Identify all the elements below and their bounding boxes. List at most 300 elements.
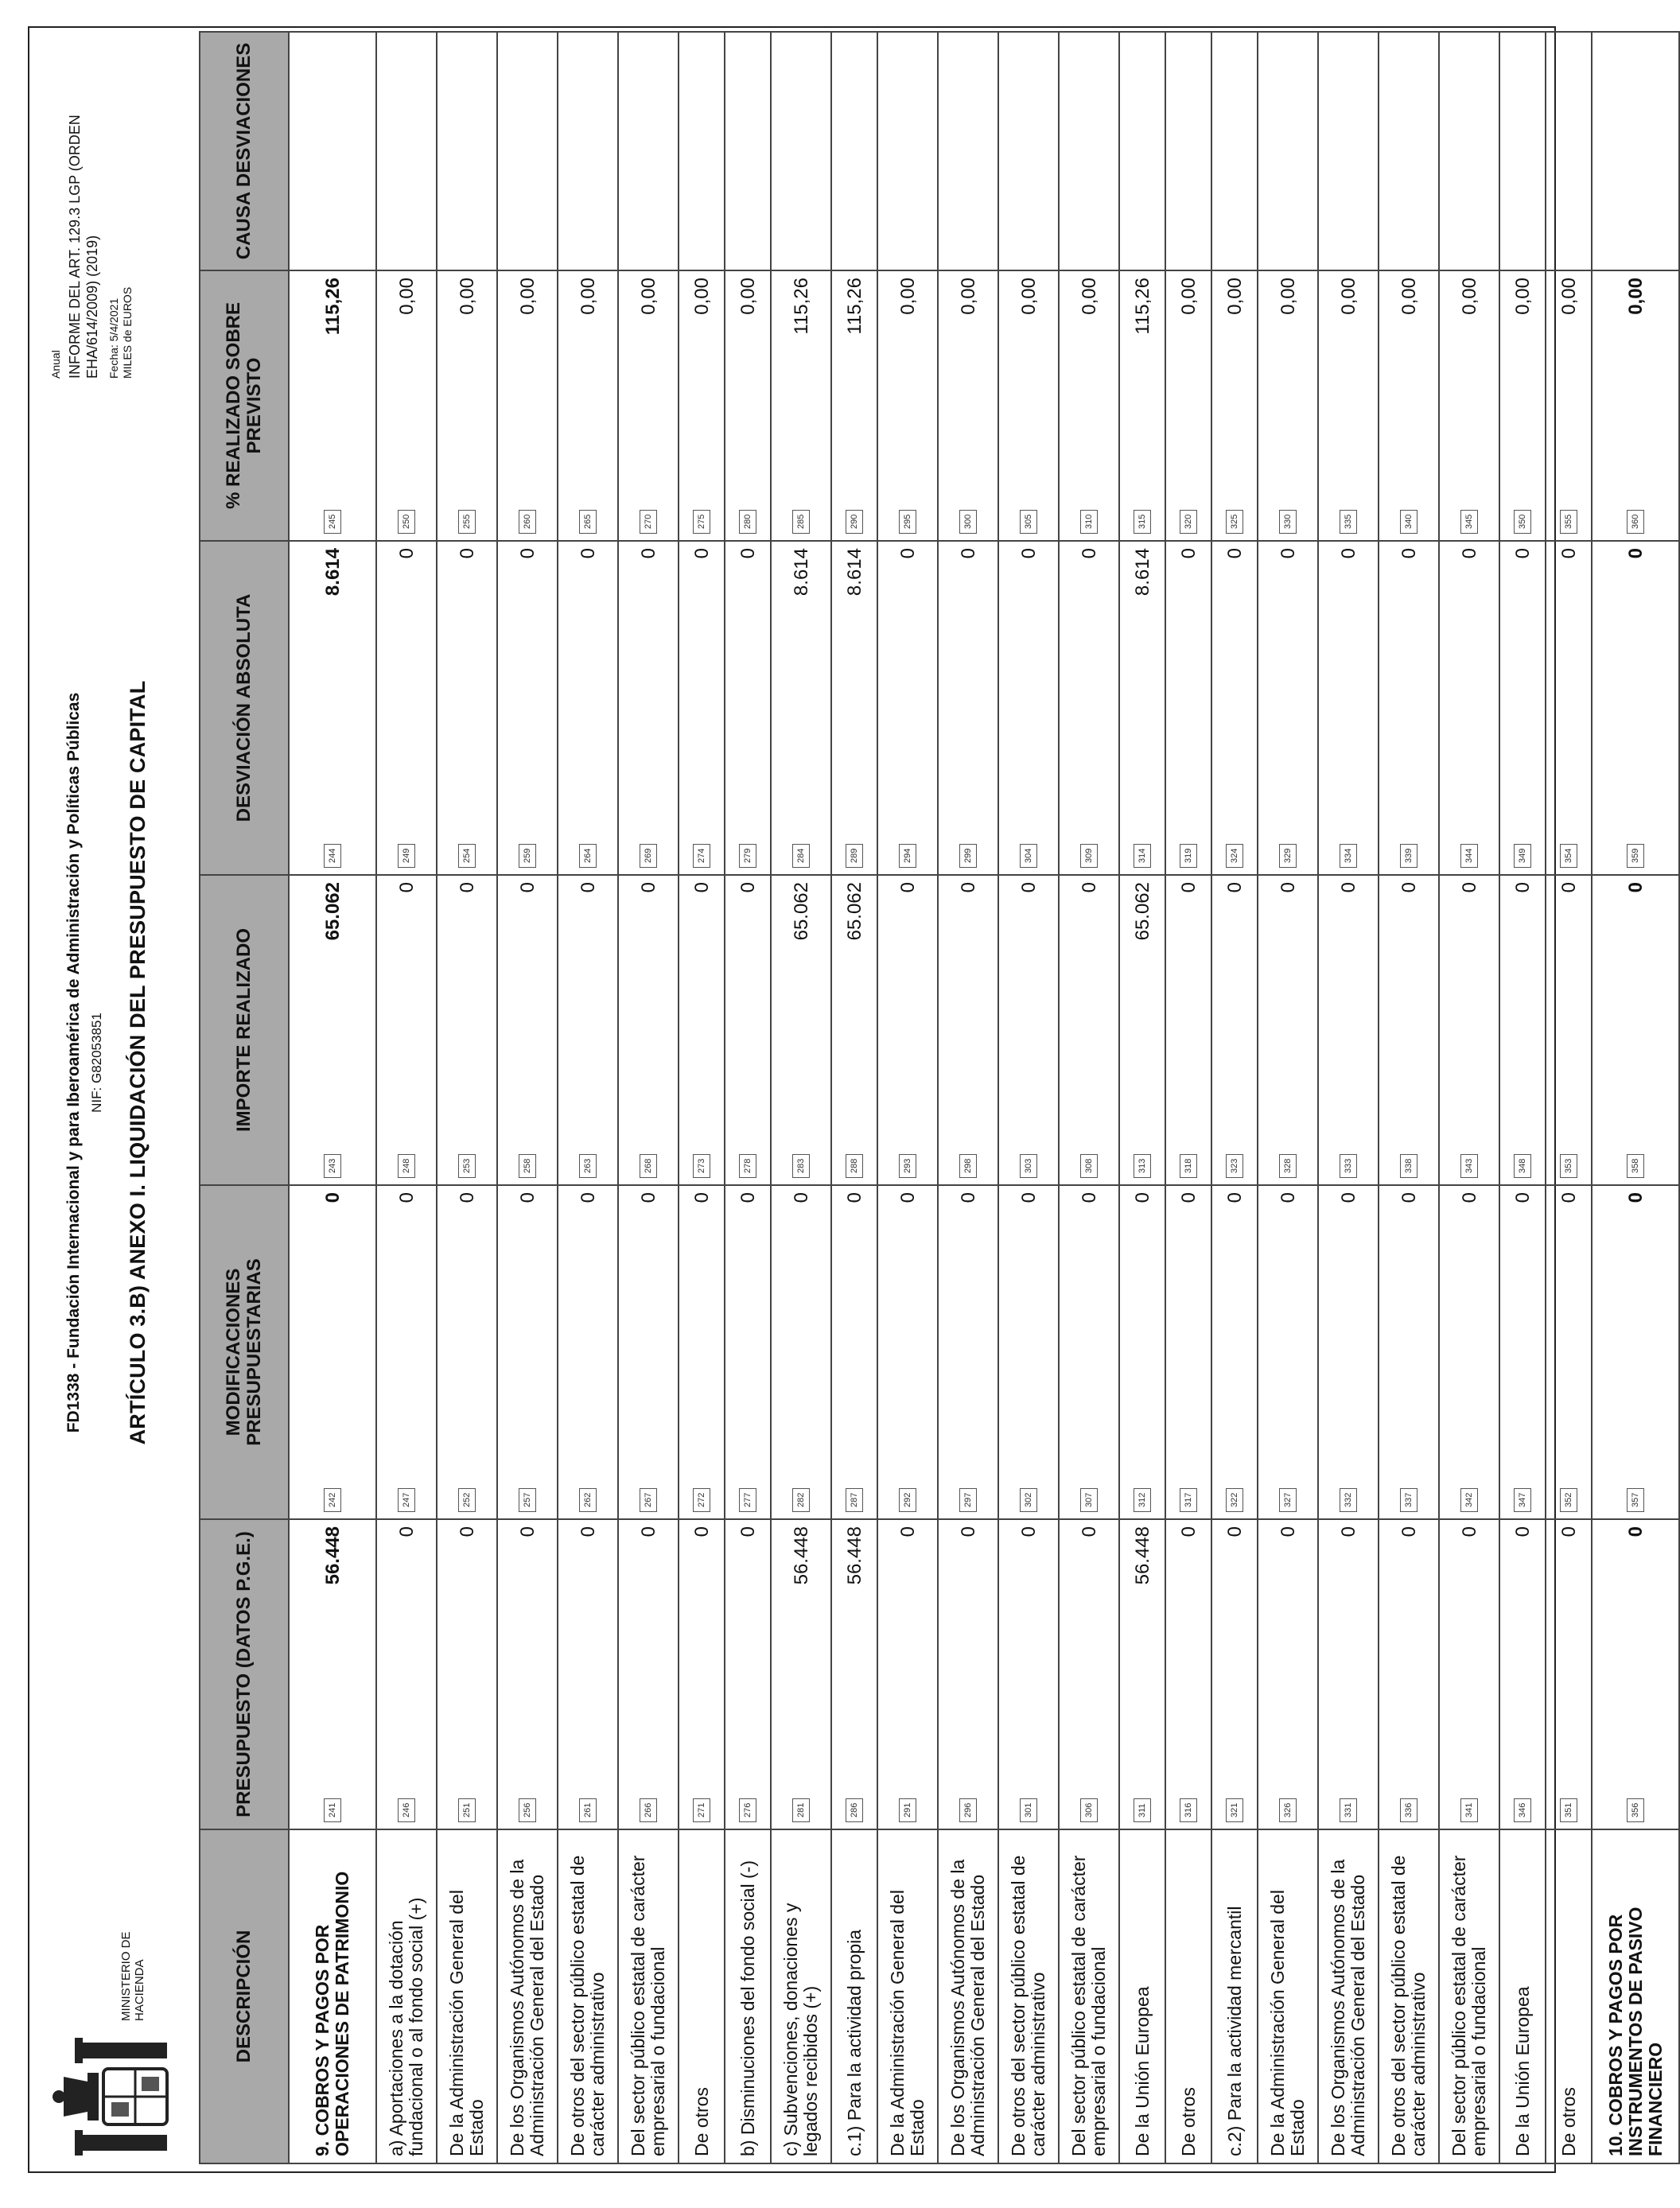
value-cell xyxy=(618,541,679,875)
value-cell xyxy=(1546,875,1592,1185)
value-cell xyxy=(289,541,376,875)
value-cell xyxy=(1499,270,1546,541)
value-cell xyxy=(1165,270,1211,541)
field-code: 328 xyxy=(1279,1154,1297,1178)
value-cell xyxy=(1379,541,1439,875)
row-description: De la Unión Europea xyxy=(1499,1829,1546,2163)
field-code: 302 xyxy=(1020,1488,1037,1512)
field-value: 0,00 xyxy=(957,278,979,315)
value-cell xyxy=(725,1185,771,1519)
table-row xyxy=(376,32,437,2163)
header-modifications: MODIFICACIONES PRESUPUESTARIAS xyxy=(200,1185,289,1519)
report-info xyxy=(49,45,134,379)
field-value: 0 xyxy=(1398,548,1420,559)
field-code: 278 xyxy=(739,1154,756,1178)
value-cell xyxy=(998,270,1059,541)
field-code: 343 xyxy=(1460,1154,1478,1178)
table-row xyxy=(725,32,771,2163)
field-code: 262 xyxy=(579,1488,597,1512)
value-cell xyxy=(1258,270,1318,541)
report-line-2: EHA/614/2009) (2019) xyxy=(84,235,100,379)
cause-cell xyxy=(938,32,998,270)
field-value: 0,00 xyxy=(737,278,759,315)
field-code: 317 xyxy=(1180,1488,1197,1512)
field-code: 250 xyxy=(398,510,415,534)
cause-cell xyxy=(831,32,877,270)
value-cell xyxy=(831,875,877,1185)
field-code: 324 xyxy=(1226,844,1243,868)
value-cell xyxy=(877,541,938,875)
value-cell xyxy=(877,270,938,541)
field-value: 8.614 xyxy=(321,548,344,597)
table-row xyxy=(1059,32,1119,2163)
field-value: 115,26 xyxy=(790,278,812,335)
field-code: 354 xyxy=(1560,844,1577,868)
row-description: De la Administración General del Estado xyxy=(1258,1829,1318,2163)
field-code: 305 xyxy=(1020,510,1037,534)
row-description: De los Organismos Autónomos de la Administración General del Estado xyxy=(938,1829,998,2163)
field-code: 268 xyxy=(640,1154,657,1178)
field-value: 0 xyxy=(690,882,713,893)
value-cell xyxy=(289,1519,376,1829)
cause-cell xyxy=(1165,32,1211,270)
value-cell xyxy=(1059,270,1119,541)
field-value: 0 xyxy=(737,1526,759,1537)
header-center xyxy=(64,426,150,1699)
field-code: 350 xyxy=(1514,510,1531,534)
field-code: 319 xyxy=(1180,844,1197,868)
cause-cell xyxy=(1439,32,1499,270)
table-row xyxy=(437,32,497,2163)
field-value: 0 xyxy=(1277,882,1299,893)
value-cell xyxy=(1258,875,1318,1185)
table-row xyxy=(1379,32,1439,2163)
value-cell xyxy=(558,541,618,875)
field-value: 0 xyxy=(896,882,919,893)
field-value: 0 xyxy=(516,882,539,893)
field-value: 0,00 xyxy=(1558,278,1580,315)
field-value: 0,00 xyxy=(1078,278,1100,315)
table-row xyxy=(1211,32,1258,2163)
value-cell xyxy=(1546,541,1592,875)
row-description: De otros del sector público estatal de carácter administrativo xyxy=(998,1829,1059,2163)
cause-cell xyxy=(618,32,679,270)
field-code: 318 xyxy=(1180,1154,1197,1178)
field-value: 0 xyxy=(737,1192,759,1203)
value-cell xyxy=(497,1519,558,1829)
field-code: 351 xyxy=(1560,1798,1577,1822)
field-code: 356 xyxy=(1627,1798,1644,1822)
field-value: 8.614 xyxy=(843,548,865,597)
cause-cell xyxy=(437,32,497,270)
field-code: 253 xyxy=(458,1154,476,1178)
value-cell xyxy=(771,541,831,875)
row-description: 10. COBROS Y PAGOS POR INSTRUMENTOS DE PASIVO FINANCIERO xyxy=(1592,1829,1679,2163)
table-row xyxy=(1258,32,1318,2163)
field-value: 0 xyxy=(737,882,759,893)
field-value: 0 xyxy=(1017,1192,1040,1203)
field-code: 254 xyxy=(458,844,476,868)
value-cell xyxy=(289,875,376,1185)
value-cell xyxy=(1592,1185,1679,1519)
field-value: 0 xyxy=(1177,1526,1200,1537)
field-value: 65.062 xyxy=(790,882,812,941)
cause-cell xyxy=(558,32,618,270)
field-code: 279 xyxy=(739,844,756,868)
field-value: 0 xyxy=(957,1192,979,1203)
field-code: 259 xyxy=(519,844,536,868)
field-value: 0 xyxy=(1177,1192,1200,1203)
field-value: 0 xyxy=(1223,1526,1246,1537)
row-description: De otros del sector público estatal de carácter administrativo xyxy=(558,1829,618,2163)
table-row xyxy=(1499,32,1546,2163)
field-code: 334 xyxy=(1340,844,1357,868)
field-code: 267 xyxy=(640,1488,657,1512)
field-value: 0 xyxy=(637,882,659,893)
row-description: b) Disminuciones del fondo social (-) xyxy=(725,1829,771,2163)
cause-cell xyxy=(679,32,725,270)
value-cell xyxy=(1119,1185,1165,1519)
field-code: 309 xyxy=(1080,844,1098,868)
value-cell xyxy=(1439,1185,1499,1519)
value-cell xyxy=(877,875,938,1185)
field-code: 248 xyxy=(398,1154,415,1178)
value-cell xyxy=(376,1185,437,1519)
field-code: 355 xyxy=(1560,510,1577,534)
field-code: 297 xyxy=(959,1488,977,1512)
value-cell xyxy=(618,1185,679,1519)
field-value: 8.614 xyxy=(790,548,812,597)
field-value: 0 xyxy=(577,1192,599,1203)
field-value: 0 xyxy=(1078,548,1100,559)
row-description: De la Administración General del Estado xyxy=(437,1829,497,2163)
field-code: 258 xyxy=(519,1154,536,1178)
cause-cell xyxy=(1546,32,1592,270)
value-cell xyxy=(497,270,558,541)
field-code: 276 xyxy=(739,1798,756,1822)
value-cell xyxy=(938,1519,998,1829)
value-cell xyxy=(1318,1185,1379,1519)
field-value: 0 xyxy=(395,882,418,893)
table-row xyxy=(1119,32,1165,2163)
field-code: 292 xyxy=(899,1488,916,1512)
field-code: 299 xyxy=(959,844,977,868)
field-code: 255 xyxy=(458,510,476,534)
field-value: 0 xyxy=(1511,882,1534,893)
field-code: 249 xyxy=(398,844,415,868)
cause-cell xyxy=(376,32,437,270)
field-code: 287 xyxy=(846,1488,863,1512)
value-cell xyxy=(771,1519,831,1829)
cause-cell xyxy=(725,32,771,270)
field-value: 115,26 xyxy=(843,278,865,335)
value-cell xyxy=(1592,1519,1679,1829)
field-code: 293 xyxy=(899,1154,916,1178)
field-code: 285 xyxy=(792,510,810,534)
cause-cell xyxy=(998,32,1059,270)
field-code: 303 xyxy=(1020,1154,1037,1178)
field-code: 310 xyxy=(1080,510,1098,534)
value-cell xyxy=(618,270,679,541)
field-code: 265 xyxy=(579,510,597,534)
field-value: 0 xyxy=(957,548,979,559)
field-code: 349 xyxy=(1514,844,1531,868)
value-cell xyxy=(1211,1519,1258,1829)
field-value: 0 xyxy=(690,1526,713,1537)
field-value: 56.448 xyxy=(790,1526,812,1585)
value-cell xyxy=(437,541,497,875)
value-cell xyxy=(1318,1519,1379,1829)
field-value: 56.448 xyxy=(1131,1526,1153,1585)
field-value: 0 xyxy=(1277,1192,1299,1203)
field-value: 0 xyxy=(637,548,659,559)
field-code: 300 xyxy=(959,510,977,534)
row-description: c.2) Para la actividad mercantil xyxy=(1211,1829,1258,2163)
field-code: 359 xyxy=(1627,844,1644,868)
field-value: 0 xyxy=(1337,882,1359,893)
field-value: 0 xyxy=(1558,1526,1580,1537)
field-value: 0 xyxy=(957,882,979,893)
field-code: 264 xyxy=(579,844,597,868)
field-code: 298 xyxy=(959,1154,977,1178)
field-code: 338 xyxy=(1400,1154,1418,1178)
cause-cell xyxy=(289,32,376,270)
header-realized: IMPORTE REALIZADO xyxy=(200,875,289,1185)
field-code: 306 xyxy=(1080,1798,1098,1822)
periodicity-label: Anual xyxy=(49,350,62,379)
value-cell xyxy=(998,1519,1059,1829)
field-code: 341 xyxy=(1460,1798,1478,1822)
field-code: 260 xyxy=(519,510,536,534)
value-cell xyxy=(1499,875,1546,1185)
value-cell xyxy=(1119,875,1165,1185)
field-value: 115,26 xyxy=(1131,278,1153,335)
row-description: De otros xyxy=(679,1829,725,2163)
value-cell xyxy=(938,1185,998,1519)
field-value: 0 xyxy=(1223,882,1246,893)
field-code: 360 xyxy=(1627,510,1644,534)
field-value: 56.448 xyxy=(843,1526,865,1585)
table-row xyxy=(618,32,679,2163)
header-percent: % REALIZADO SOBRE PREVISTO xyxy=(200,270,289,541)
table-row xyxy=(289,32,376,2163)
value-cell xyxy=(938,270,998,541)
field-value: 0 xyxy=(516,1192,539,1203)
value-cell xyxy=(771,270,831,541)
field-value: 0 xyxy=(395,1526,418,1537)
field-value: 0 xyxy=(690,548,713,559)
field-code: 296 xyxy=(959,1798,977,1822)
field-value: 0 xyxy=(637,1526,659,1537)
field-value: 0 xyxy=(1558,882,1580,893)
field-code: 274 xyxy=(693,844,710,868)
field-value: 0,00 xyxy=(1277,278,1299,315)
value-cell xyxy=(679,270,725,541)
value-cell xyxy=(938,875,998,1185)
value-cell xyxy=(877,1185,938,1519)
value-cell xyxy=(1165,1185,1211,1519)
value-cell xyxy=(437,1519,497,1829)
value-cell xyxy=(725,541,771,875)
field-value: 0 xyxy=(456,1526,478,1537)
value-cell xyxy=(831,270,877,541)
field-code: 326 xyxy=(1279,1798,1297,1822)
field-value: 0 xyxy=(577,882,599,893)
value-cell xyxy=(376,1519,437,1829)
field-code: 329 xyxy=(1279,844,1297,868)
value-cell xyxy=(1592,541,1679,875)
value-cell xyxy=(771,875,831,1185)
field-code: 271 xyxy=(693,1798,710,1822)
field-value: 0 xyxy=(1624,1526,1647,1537)
field-code: 307 xyxy=(1080,1488,1098,1512)
field-code: 261 xyxy=(579,1798,597,1822)
field-code: 290 xyxy=(846,510,863,534)
value-cell xyxy=(1165,541,1211,875)
field-value: 115,26 xyxy=(321,278,344,336)
field-code: 332 xyxy=(1340,1488,1357,1512)
field-code: 270 xyxy=(640,510,657,534)
field-value: 0 xyxy=(456,1192,478,1203)
table-row xyxy=(938,32,998,2163)
field-code: 342 xyxy=(1460,1488,1478,1512)
field-code: 251 xyxy=(458,1798,476,1822)
field-value: 0 xyxy=(1558,548,1580,559)
field-value: 0,00 xyxy=(1624,278,1647,315)
field-code: 244 xyxy=(324,844,341,868)
field-value: 65.062 xyxy=(843,882,865,941)
field-code: 247 xyxy=(398,1488,415,1512)
field-value: 0 xyxy=(395,1192,418,1203)
value-cell xyxy=(1439,875,1499,1185)
field-code: 286 xyxy=(846,1798,863,1822)
field-code: 246 xyxy=(398,1798,415,1822)
header-deviation: DESVIACIÓN ABSOLUTA xyxy=(200,541,289,875)
value-cell xyxy=(1059,541,1119,875)
value-cell xyxy=(497,875,558,1185)
field-code: 281 xyxy=(792,1798,810,1822)
field-value: 0,00 xyxy=(690,278,713,315)
field-code: 295 xyxy=(899,510,916,534)
field-code: 312 xyxy=(1134,1488,1151,1512)
report-line-1: INFORME DEL ART. 129.3 LGP (ORDEN xyxy=(67,115,83,379)
field-value: 0 xyxy=(456,548,478,559)
field-code: 256 xyxy=(519,1798,536,1822)
table-body xyxy=(289,32,1679,2163)
value-cell xyxy=(1318,541,1379,875)
field-code: 347 xyxy=(1514,1488,1531,1512)
field-value: 0 xyxy=(637,1192,659,1203)
header-cause: CAUSA DESVIACIONES xyxy=(200,32,289,270)
table-row xyxy=(679,32,725,2163)
cause-cell xyxy=(1592,32,1679,270)
field-value: 0,00 xyxy=(395,278,418,315)
cause-cell xyxy=(877,32,938,270)
value-cell xyxy=(558,1519,618,1829)
field-code: 357 xyxy=(1627,1488,1644,1512)
value-cell xyxy=(1439,541,1499,875)
field-code: 323 xyxy=(1226,1154,1243,1178)
value-cell xyxy=(1592,270,1679,541)
field-code: 330 xyxy=(1279,510,1297,534)
cause-cell xyxy=(1059,32,1119,270)
field-value: 0 xyxy=(1511,1526,1534,1537)
value-cell xyxy=(679,1519,725,1829)
table-row xyxy=(831,32,877,2163)
value-cell xyxy=(1059,1519,1119,1829)
value-cell xyxy=(771,1185,831,1519)
field-code: 301 xyxy=(1020,1798,1037,1822)
value-cell xyxy=(831,1185,877,1519)
value-cell xyxy=(1546,1519,1592,1829)
field-value: 0 xyxy=(896,548,919,559)
field-value: 0 xyxy=(1624,1192,1647,1203)
value-cell xyxy=(998,1185,1059,1519)
value-cell xyxy=(497,541,558,875)
table-header-row xyxy=(200,32,289,2163)
field-code: 289 xyxy=(846,844,863,868)
row-description: a) Aportaciones a la dotación fundacional o al fondo social (+) xyxy=(376,1829,437,2163)
value-cell xyxy=(618,1519,679,1829)
field-value: 0 xyxy=(321,1192,344,1203)
value-cell xyxy=(437,1185,497,1519)
field-code: 308 xyxy=(1080,1154,1098,1178)
value-cell xyxy=(831,541,877,875)
row-description: De los Organismos Autónomos de la Administración General del Estado xyxy=(497,1829,558,2163)
field-value: 0 xyxy=(1624,548,1647,559)
field-code: 282 xyxy=(792,1488,810,1512)
value-cell xyxy=(558,270,618,541)
row-description: c) Subvenciones, donaciones y legados recibidos (+) xyxy=(771,1829,831,2163)
cause-cell xyxy=(771,32,831,270)
row-description: De los Organismos Autónomos de la Administración General del Estado xyxy=(1318,1829,1379,2163)
row-description: De otros xyxy=(1546,1829,1592,2163)
field-code: 348 xyxy=(1514,1154,1531,1178)
field-value: 0 xyxy=(1458,1192,1480,1203)
value-cell xyxy=(1499,1185,1546,1519)
field-code: 335 xyxy=(1340,510,1357,534)
field-code: 352 xyxy=(1560,1488,1577,1512)
field-value: 0,00 xyxy=(896,278,919,315)
field-value: 0 xyxy=(1017,1526,1040,1537)
cause-cell xyxy=(497,32,558,270)
value-cell xyxy=(376,270,437,541)
row-description: 9. COBROS Y PAGOS POR OPERACIONES DE PATRIMONIO xyxy=(289,1829,376,2163)
field-value: 0 xyxy=(843,1192,865,1203)
field-value: 8.614 xyxy=(1131,548,1153,597)
field-code: 257 xyxy=(519,1488,536,1512)
field-value: 0 xyxy=(1511,1192,1534,1203)
field-code: 320 xyxy=(1180,510,1197,534)
field-value: 0 xyxy=(690,1192,713,1203)
field-value: 56.448 xyxy=(321,1526,344,1585)
field-code: 314 xyxy=(1134,844,1151,868)
value-cell xyxy=(1499,541,1546,875)
table-row xyxy=(1318,32,1379,2163)
field-code: 275 xyxy=(693,510,710,534)
cause-cell xyxy=(1211,32,1258,270)
value-cell xyxy=(1258,541,1318,875)
field-value: 0 xyxy=(790,1192,812,1203)
value-cell xyxy=(376,541,437,875)
field-value: 0,00 xyxy=(1458,278,1480,315)
field-value: 0 xyxy=(577,1526,599,1537)
value-cell xyxy=(497,1185,558,1519)
field-code: 315 xyxy=(1134,510,1151,534)
field-value: 0,00 xyxy=(1177,278,1200,315)
row-description: De la Administración General del Estado xyxy=(877,1829,938,2163)
header-description: DESCRIPCIÓN xyxy=(200,1829,289,2163)
